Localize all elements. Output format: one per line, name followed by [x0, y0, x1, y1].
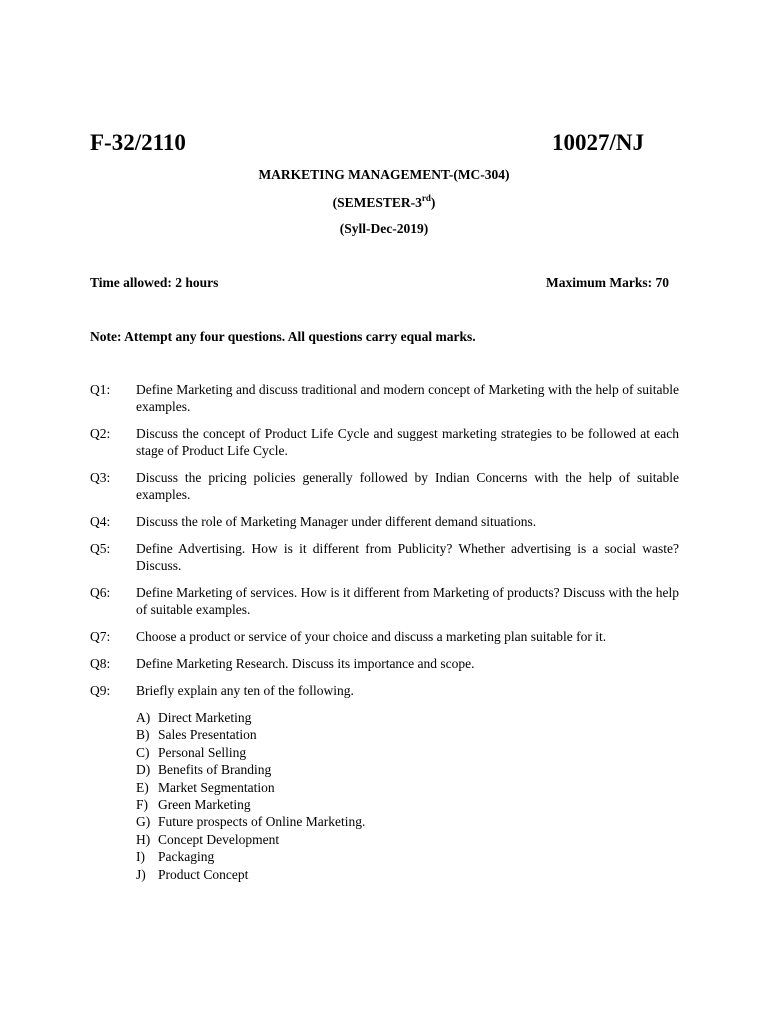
list-item: [136, 813, 679, 830]
list-item: [136, 866, 679, 883]
question-text: Define Marketing and discuss traditional and modern concept of Marketing with the help of suitable examples.: [136, 382, 679, 414]
sub-question-label: B): [136, 727, 150, 743]
question-text: Discuss the concept of Product Life Cycle and suggest marketing strategies to be followed at each stage of Product Life Cycle.: [136, 426, 679, 458]
question-number: Q8:: [90, 656, 111, 671]
paper-code-left: F-32/2110: [90, 130, 186, 155]
question-number: Q9:: [90, 683, 111, 698]
question-number: Q4:: [90, 514, 111, 529]
sub-question-text: Green Marketing: [158, 797, 251, 813]
list-item: [136, 796, 679, 813]
question-item: [90, 655, 679, 672]
semester-line: [0, 195, 768, 211]
subject-title: MARKETING MANAGEMENT-(MC-304): [258, 167, 510, 182]
question-number: Q2:: [90, 426, 111, 441]
sub-question-text: Personal Selling: [158, 744, 247, 760]
sub-question-text: Concept Development: [158, 831, 280, 847]
sub-question-text: Direct Marketing: [158, 710, 252, 725]
sub-question-text: Sales Presentation: [158, 727, 257, 743]
question-item: [90, 584, 679, 618]
list-item: [136, 709, 679, 726]
syllabus-line: (Syll-Dec-2019): [339, 221, 429, 236]
instructions-note: Note: Attempt any four questions. All questions carry equal marks.: [90, 329, 476, 344]
semester-suffix: ): [430, 195, 436, 210]
list-item: [136, 761, 679, 778]
maximum-marks: Maximum Marks: 70: [546, 275, 669, 290]
list-item: [136, 831, 679, 848]
question-item: [90, 513, 679, 530]
list-item: [136, 726, 679, 743]
time-allowed: Time allowed: 2 hours: [90, 275, 219, 290]
sub-question-list: [90, 709, 679, 883]
question-item: [90, 381, 679, 415]
sub-question-label: J): [136, 866, 146, 882]
sub-question-label: I): [136, 849, 145, 865]
sub-question-label: A): [136, 710, 151, 725]
question-text: Define Advertising. How is it different from Publicity? Whether advertising is a social waste? Discuss.: [136, 541, 679, 573]
sub-question-label: F): [136, 797, 149, 813]
list-item: [136, 848, 679, 865]
question-list: [90, 381, 679, 883]
question-text: Choose a product or service of your choice and discuss a marketing plan suitable for it.: [136, 629, 607, 644]
question-number: Q7:: [90, 629, 111, 644]
question-item: [90, 628, 679, 645]
question-text: Discuss the pricing policies generally followed by Indian Concerns with the help of suitable examples.: [136, 470, 679, 502]
paper-code-right: 10027/NJ: [552, 130, 644, 155]
sub-question-label: C): [136, 744, 150, 760]
sub-question-text: Future prospects of Online Marketing.: [158, 814, 366, 830]
list-item: [136, 779, 679, 796]
question-text: Discuss the role of Marketing Manager under different demand situations.: [136, 514, 537, 529]
question-number: Q5:: [90, 541, 111, 556]
sub-question-label: D): [136, 762, 151, 778]
question-number: Q3:: [90, 470, 111, 485]
question-text: Define Marketing of services. How is it different from Marketing of products? Discuss with the help of suitable examples.: [136, 585, 679, 617]
question-number: Q6:: [90, 585, 111, 600]
question-item: [90, 425, 679, 459]
question-item: [90, 682, 679, 699]
sub-question-text: Packaging: [158, 849, 215, 865]
paper-code-row: [90, 129, 644, 157]
sub-question-text: Benefits of Branding: [158, 762, 272, 778]
question-number: Q1:: [90, 382, 111, 397]
list-item: [136, 744, 679, 761]
sub-question-text: Product Concept: [158, 866, 249, 882]
question-text: Define Marketing Research. Discuss its importance and scope.: [136, 656, 475, 671]
exam-meta-row: [90, 275, 669, 291]
question-text: Briefly explain any ten of the following.: [136, 683, 354, 698]
semester-prefix: (SEMESTER-3: [332, 195, 422, 210]
sub-question-label: E): [136, 779, 149, 795]
sub-question-label: H): [136, 831, 151, 847]
question-item: [90, 540, 679, 574]
sub-question-text: Market Segmentation: [158, 779, 275, 795]
semester-superscript: rd: [421, 193, 431, 203]
sub-question-label: G): [136, 814, 151, 830]
question-item: [90, 469, 679, 503]
